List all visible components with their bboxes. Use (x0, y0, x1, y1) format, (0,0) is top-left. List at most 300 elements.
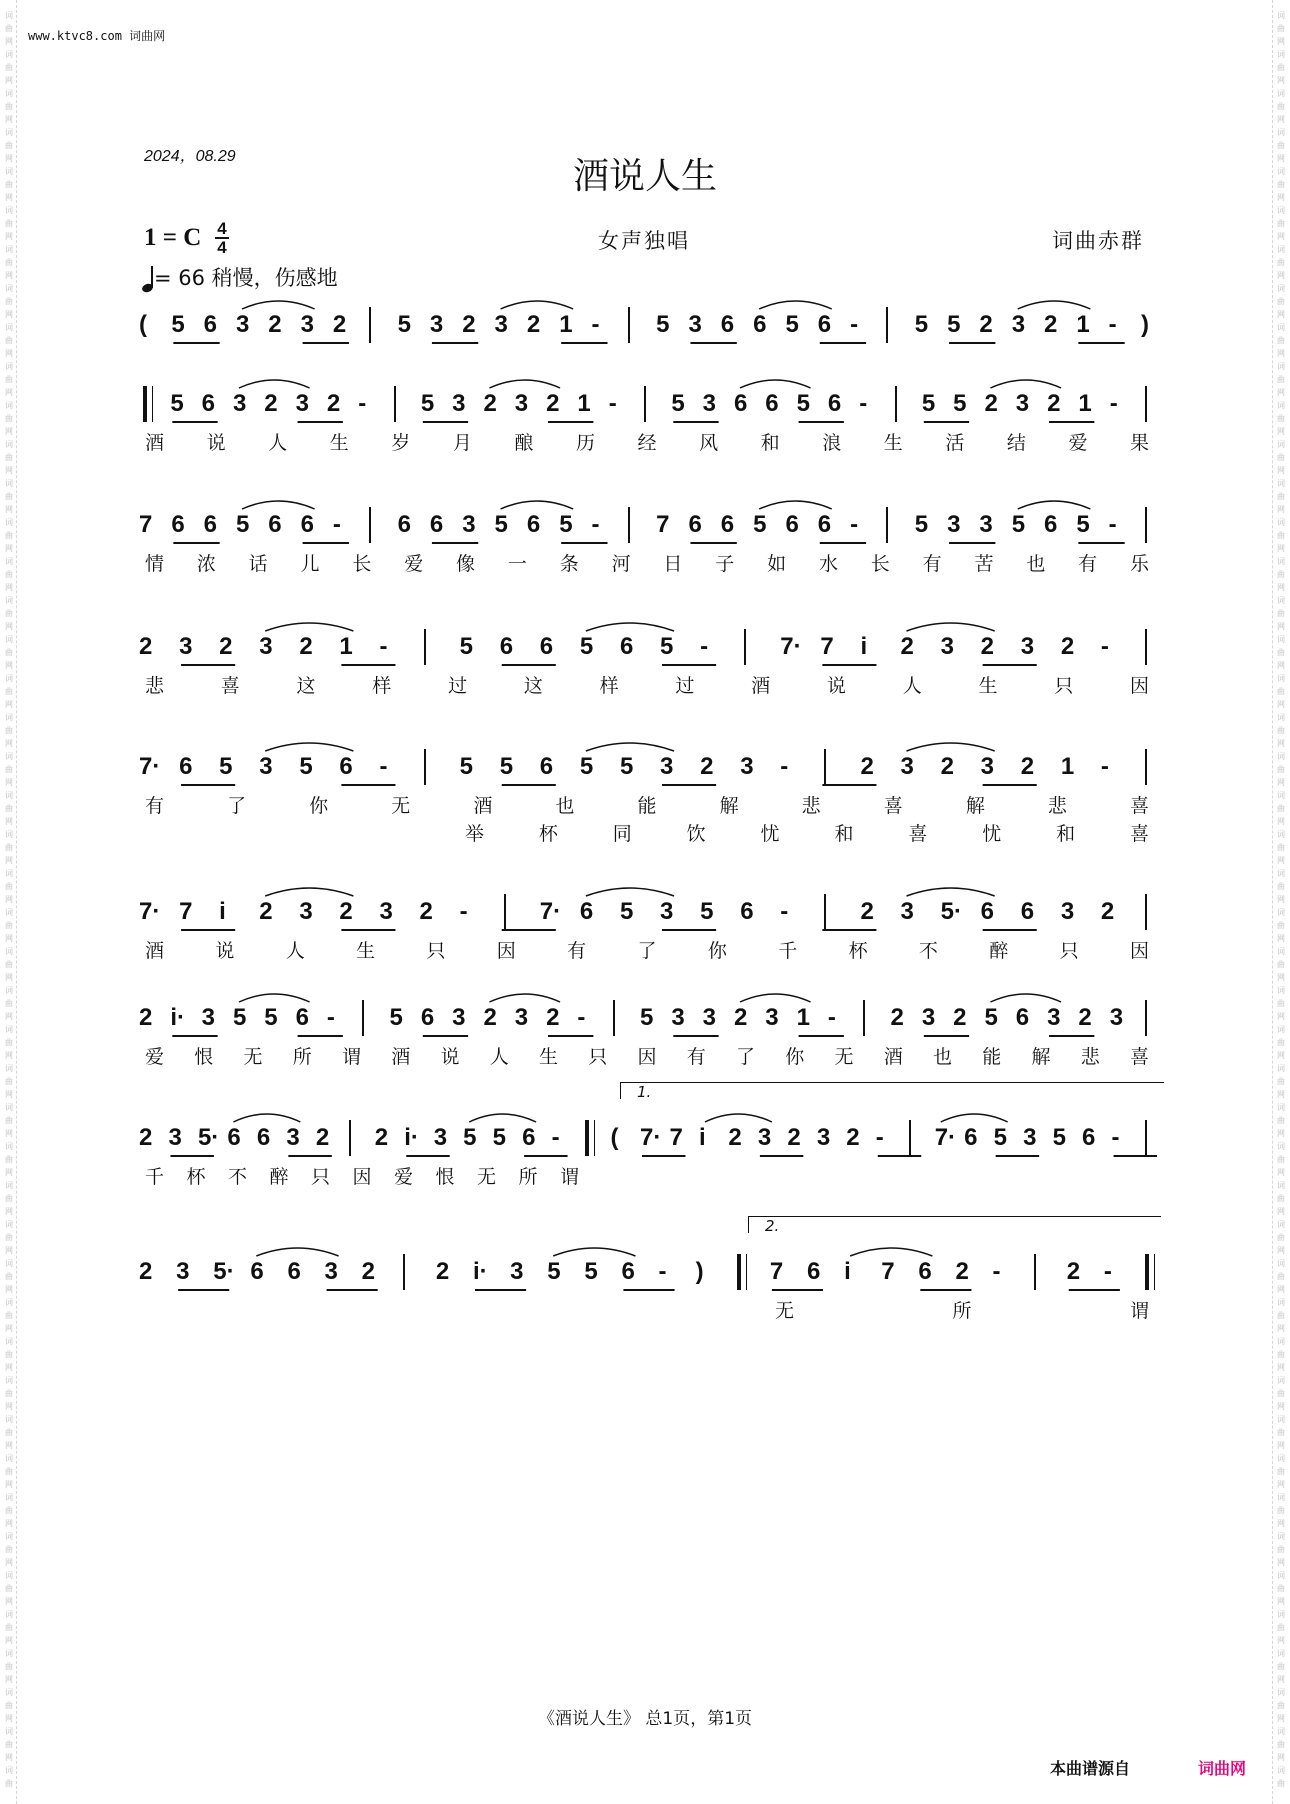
watermark-glyph: 网 (5, 1207, 13, 1216)
watermark-glyph: 曲 (1277, 999, 1285, 1008)
watermark-glyph: 曲 (5, 453, 13, 462)
jianpu-note: 2 (264, 390, 278, 417)
watermark-glyph: 网 (5, 700, 13, 709)
watermark-glyph: 曲 (5, 1155, 13, 1164)
lyric-char: 解 (965, 795, 985, 817)
jianpu-note: 2 (979, 311, 993, 338)
jianpu-note: 6 (740, 898, 754, 925)
jianpu-note: i (860, 633, 868, 660)
volta-bracket: 2. (748, 1216, 1161, 1233)
jianpu-note: 6 (522, 1124, 536, 1151)
watermark-glyph: 词 (1277, 245, 1285, 254)
slur (586, 743, 674, 751)
lyric-char: 人 (489, 1046, 509, 1068)
jianpu-note: 7· (139, 898, 161, 925)
lyric-char: 果 (1130, 432, 1150, 454)
jianpu-note: 6 (579, 898, 594, 925)
jianpu-note: 3 (660, 753, 674, 780)
watermark-glyph: 曲 (5, 63, 13, 72)
jianpu-note: 7 (179, 898, 193, 925)
beam-and-slur-layer (0, 513, 1290, 553)
jianpu-note: 6 (980, 898, 995, 925)
jianpu-note: 1 (1078, 390, 1092, 417)
notation-line (0, 1006, 1290, 1030)
watermark-glyph: 网 (1277, 1558, 1285, 1567)
jianpu-note: 6 (765, 390, 779, 417)
jianpu-note: 3 (452, 1004, 466, 1031)
watermark-glyph: 词 (1277, 1493, 1285, 1502)
lyric-char: 生 (539, 1046, 559, 1068)
jianpu-note: 3 (740, 753, 754, 780)
jianpu-note: 6 (201, 390, 215, 417)
jianpu-note: 6 (785, 511, 799, 538)
watermark-glyph: 网 (5, 76, 13, 85)
jianpu-note: 3 (379, 898, 393, 925)
lyric-char: 儿 (300, 553, 320, 575)
slur (740, 994, 811, 1002)
jianpu-note: - (459, 898, 468, 925)
notation-line (0, 755, 1290, 779)
watermark-glyph: 词 (1277, 518, 1285, 527)
watermark-glyph: 词 (5, 1298, 13, 1307)
watermark-glyph: 曲 (5, 1779, 13, 1788)
jianpu-note: 3 (259, 753, 273, 780)
watermark-glyph: 网 (1277, 1480, 1285, 1489)
watermark-glyph: 词 (1277, 1727, 1285, 1736)
jianpu-note: 2 (940, 753, 954, 780)
jianpu-note: 3 (232, 390, 247, 417)
lyric-char: 因 (352, 1166, 372, 1188)
watermark-glyph: 网 (5, 1480, 13, 1489)
lyric-char: 生 (883, 432, 903, 454)
lyric-char: 浪 (822, 432, 842, 454)
watermark-glyph: 曲 (5, 999, 13, 1008)
jianpu-note: 5 (459, 753, 473, 780)
lyric-char: 千 (145, 1166, 165, 1188)
jianpu-note: 2 (462, 311, 476, 338)
watermark-glyph: 词 (5, 557, 13, 566)
watermark-glyph: 词 (1277, 362, 1285, 371)
watermark-glyph: 词 (1277, 50, 1285, 59)
lyric-char: 酒 (391, 1046, 411, 1068)
jianpu-note: 1 (1076, 311, 1090, 338)
lyric-char: 醉 (269, 1166, 289, 1188)
jianpu-note: 3 (514, 390, 529, 417)
jianpu-note: 5 (953, 390, 967, 417)
watermark-glyph: 网 (1277, 427, 1285, 436)
jianpu-note: - (1109, 390, 1118, 417)
lyric-char: 因 (1130, 940, 1150, 962)
watermark-glyph: 曲 (1277, 102, 1285, 111)
jianpu-note: 3 (168, 1124, 182, 1151)
lyric-char: 生 (978, 675, 998, 697)
jianpu-note: 6 (429, 511, 444, 538)
jianpu-note: 3 (757, 1124, 772, 1151)
watermark-glyph: 曲 (1277, 1155, 1285, 1164)
jianpu-note: 3 (816, 1124, 831, 1151)
jianpu-note: - (332, 511, 341, 538)
watermark-glyph: 曲 (5, 1740, 13, 1749)
watermark-glyph: 曲 (5, 414, 13, 423)
lyric-char: 经 (637, 432, 657, 454)
lyric-char: 举 (465, 823, 485, 845)
slur (256, 1248, 338, 1256)
lyric-char: 杯 (538, 823, 558, 845)
jianpu-note: - (1108, 511, 1117, 538)
jianpu-note: 5 (397, 311, 411, 338)
watermark-glyph: 网 (1277, 895, 1285, 904)
lyric-char: 喜 (1130, 1046, 1150, 1068)
lyric-char: 喜 (883, 795, 903, 817)
watermark-glyph: 词 (5, 1064, 13, 1073)
jianpu-note: - (700, 633, 709, 660)
notation-line (0, 1126, 1290, 1150)
jianpu-note: - (358, 390, 367, 417)
tempo-marking (142, 262, 338, 292)
jianpu-note: 3 (980, 753, 995, 780)
watermark-glyph: 曲 (1277, 726, 1285, 735)
beam-and-slur-layer (0, 313, 1290, 353)
lyric-char: 情 (145, 553, 165, 575)
jianpu-note: 5 (921, 390, 936, 417)
watermark-glyph: 词 (5, 635, 13, 644)
lyric-char: 了 (736, 1046, 756, 1068)
jianpu-note: 5 (993, 1124, 1007, 1151)
watermark-glyph: 网 (5, 1129, 13, 1138)
jianpu-note: 3 (286, 1124, 300, 1151)
watermark-glyph: 词 (5, 362, 13, 371)
watermark-glyph: 曲 (5, 1311, 13, 1320)
watermark-glyph: 网 (1277, 700, 1285, 709)
watermark-glyph: 网 (1277, 973, 1285, 982)
watermark-glyph: 网 (5, 817, 13, 826)
jianpu-note: 5· (940, 898, 962, 925)
jianpu-note: 5 (579, 633, 594, 660)
jianpu-note: 7· (934, 1124, 957, 1151)
jianpu-note: 3 (702, 390, 716, 417)
lyric-char: 能 (982, 1046, 1002, 1068)
watermark-glyph: 网 (1277, 1129, 1285, 1138)
time-signature-bottom: 4 (217, 238, 227, 257)
jianpu-note: 3 (299, 898, 313, 925)
watermark-glyph: 词 (1277, 830, 1285, 839)
lyric-char: 和 (1056, 823, 1076, 845)
jianpu-note: 3 (1011, 311, 1026, 338)
lyric-char: 历 (575, 432, 595, 454)
lyric-char: 你 (707, 940, 727, 962)
watermark-glyph: 词 (1277, 479, 1285, 488)
slur (907, 743, 995, 751)
watermark-glyph: 网 (5, 1753, 13, 1762)
lyric-char: 有 (145, 795, 165, 817)
jianpu-note: 5 (389, 1004, 403, 1031)
watermark-glyph: 网 (1277, 1519, 1285, 1528)
jianpu-note: 2 (419, 898, 433, 925)
watermark-glyph: 曲 (1277, 375, 1285, 384)
watermark-glyph: 网 (5, 1441, 13, 1450)
watermark-glyph: 曲 (1277, 1623, 1285, 1632)
jianpu-note: 5 (671, 390, 685, 417)
key-signature: 1 = C (144, 224, 202, 251)
jianpu-note: 5 (499, 753, 514, 780)
slur (740, 380, 811, 388)
lyric-char: 结 (1006, 432, 1026, 454)
jianpu-note: 3 (940, 633, 954, 660)
lyric-char: 因 (496, 940, 516, 962)
lyric-char: 长 (352, 553, 372, 575)
watermark-glyph: 曲 (1277, 24, 1285, 33)
watermark-glyph: 曲 (5, 1506, 13, 1515)
jianpu-note: - (608, 390, 617, 417)
watermark-glyph: 网 (5, 1168, 13, 1177)
watermark-glyph: 网 (1277, 1246, 1285, 1255)
watermark-glyph: 网 (5, 661, 13, 670)
jianpu-note: 2 (700, 753, 714, 780)
lyric-char: 只 (426, 940, 446, 962)
lyric-char: 醉 (989, 940, 1009, 962)
watermark-glyph: 曲 (1277, 492, 1285, 501)
watermark-glyph: 曲 (1277, 1701, 1285, 1710)
watermark-glyph: 曲 (5, 1116, 13, 1125)
jianpu-note: 5 (1052, 1124, 1066, 1151)
watermark-glyph: 曲 (5, 1545, 13, 1554)
watermark-glyph: 网 (1277, 1090, 1285, 1099)
lyric-line (0, 1296, 1290, 1320)
watermark-glyph: 词 (1277, 1064, 1285, 1073)
jianpu-note: 5 (914, 311, 929, 338)
lyric-char: 爱 (145, 1046, 165, 1068)
watermark-glyph: 曲 (5, 297, 13, 306)
watermark-glyph: 曲 (5, 1428, 13, 1437)
lyric-char: 一 (507, 553, 527, 575)
jianpu-note: 6 (619, 633, 634, 660)
jianpu-note: 5 (559, 511, 573, 538)
watermark-glyph: 曲 (1277, 1194, 1285, 1203)
watermark-glyph: 曲 (1277, 1779, 1285, 1788)
watermark-glyph: 网 (1277, 1636, 1285, 1645)
beam-and-slur-layer (0, 1006, 1290, 1046)
watermark-glyph: 词 (5, 440, 13, 449)
jianpu-note: 6 (1020, 898, 1035, 925)
jianpu-note: - (1103, 1258, 1112, 1285)
watermark-glyph: 词 (1277, 557, 1285, 566)
watermark-glyph: 网 (1277, 1012, 1285, 1021)
watermark-glyph: 网 (1277, 1363, 1285, 1372)
watermark-glyph: 词 (5, 1220, 13, 1229)
watermark-glyph: 词 (1277, 167, 1285, 176)
watermark-glyph: 词 (5, 11, 13, 20)
watermark-glyph: 词 (5, 869, 13, 878)
watermark-glyph: 网 (1277, 661, 1285, 670)
lyric-char: 忧 (982, 823, 1002, 845)
slur (850, 1248, 932, 1256)
jianpu-note: 2 (733, 1004, 748, 1031)
lyric-char: 酿 (514, 432, 534, 454)
jianpu-note: 6 (539, 633, 554, 660)
jianpu-note: 2 (1066, 1258, 1081, 1285)
watermark-glyph: 词 (5, 323, 13, 332)
jianpu-note: 3 (765, 1004, 779, 1031)
watermark-glyph: 词 (5, 713, 13, 722)
slur (242, 301, 315, 309)
watermark-glyph: 曲 (1277, 882, 1285, 891)
jianpu-note: 7 (656, 511, 670, 538)
slur (469, 1114, 536, 1122)
jianpu-note: ) (1141, 311, 1149, 338)
watermark-glyph: 网 (5, 934, 13, 943)
jianpu-note: 3 (660, 898, 674, 925)
jianpu-note: 2 (980, 633, 995, 660)
watermark-glyph: 曲 (5, 258, 13, 267)
jianpu-note: 6 (964, 1124, 978, 1151)
watermark-glyph: 词 (1277, 1688, 1285, 1697)
jianpu-note: 5 (1076, 511, 1090, 538)
jianpu-note: 3 (1020, 633, 1035, 660)
lyric-char: 过 (675, 675, 695, 697)
slur (1018, 501, 1091, 509)
time-signature (215, 220, 229, 256)
watermark-glyph: 词 (1277, 635, 1285, 644)
lyric-char: 你 (309, 795, 329, 817)
watermark-glyph: 网 (5, 1285, 13, 1294)
jianpu-note: 2 (787, 1124, 801, 1151)
watermark-glyph: 曲 (5, 687, 13, 696)
watermark-glyph: 词 (1277, 440, 1285, 449)
jianpu-note: - (859, 390, 868, 417)
watermark-glyph: 曲 (5, 570, 13, 579)
watermark-glyph: 网 (5, 466, 13, 475)
jianpu-note: 3 (1047, 1004, 1061, 1031)
jianpu-note: 6 (203, 311, 217, 338)
watermark-glyph: 词 (5, 596, 13, 605)
jianpu-note: 5 (171, 311, 185, 338)
jianpu-note: 5 (299, 753, 313, 780)
watermark-glyph: 网 (1277, 1597, 1285, 1606)
jianpu-note: 5 (420, 390, 435, 417)
notation-line (0, 392, 1290, 416)
jianpu-note: 5 (235, 511, 250, 538)
jianpu-note: ) (695, 1258, 704, 1285)
lyric-char: 活 (945, 432, 965, 454)
jianpu-note: 6 (720, 511, 735, 538)
jianpu-note: 6 (817, 311, 832, 338)
watermark-glyph: 网 (5, 1597, 13, 1606)
jianpu-note: 2 (900, 633, 914, 660)
jianpu-note: 3 (1015, 390, 1030, 417)
watermark-glyph: 网 (5, 583, 13, 592)
jianpu-note: 2 (1020, 753, 1035, 780)
lyric-char: 说 (440, 1046, 460, 1068)
lyric-char: 因 (1130, 675, 1150, 697)
jianpu-note: 3 (462, 511, 476, 538)
beam-and-slur-layer (0, 1260, 1290, 1300)
lyric-char: 长 (870, 553, 890, 575)
lyric-char: 和 (760, 432, 780, 454)
watermark-glyph: 网 (5, 310, 13, 319)
watermark-glyph: 网 (1277, 544, 1285, 553)
lyric-char: 人 (268, 432, 288, 454)
watermark-glyph: 网 (1277, 232, 1285, 241)
watermark-glyph: 词 (5, 1415, 13, 1424)
jianpu-note: 3 (947, 511, 961, 538)
watermark-glyph: 曲 (5, 1662, 13, 1671)
jianpu-note: - (1111, 1124, 1120, 1151)
watermark-glyph: 曲 (5, 648, 13, 657)
jianpu-note: 5 (796, 390, 810, 417)
watermark-glyph: 网 (5, 1363, 13, 1372)
slur (586, 888, 674, 896)
lyric-line (0, 549, 1290, 573)
lyric-char: 水 (818, 553, 838, 575)
jianpu-note: 3 (514, 1004, 529, 1031)
jianpu-note: 6 (287, 1258, 301, 1285)
watermark-glyph: 曲 (5, 1272, 13, 1281)
jianpu-note: 5 (785, 311, 799, 338)
jianpu-note: - (992, 1258, 1001, 1285)
watermark-glyph: 曲 (1277, 453, 1285, 462)
jianpu-note: 5 (640, 1004, 654, 1031)
watermark-glyph: 曲 (5, 1389, 13, 1398)
jianpu-note: - (875, 1124, 884, 1151)
watermark-glyph: 网 (1277, 817, 1285, 826)
jianpu-note: 3 (702, 1004, 716, 1031)
slur (265, 623, 353, 631)
jianpu-note: 3 (176, 1258, 190, 1285)
notation-line (0, 1260, 1290, 1284)
source-site: 词曲网 (1198, 1759, 1247, 1778)
watermark-glyph: 词 (5, 284, 13, 293)
lyric-char: 酒 (883, 1046, 903, 1068)
jianpu-note: 1 (577, 390, 591, 417)
watermark-glyph: 网 (5, 193, 13, 202)
slur (233, 1114, 300, 1122)
lyric-char: 样 (372, 675, 392, 697)
watermark-glyph: 网 (5, 505, 13, 514)
jianpu-note: 3 (510, 1258, 524, 1285)
jianpu-note: 6 (171, 511, 185, 538)
watermark-glyph: 曲 (5, 219, 13, 228)
lyric-char: 只 (588, 1046, 608, 1068)
jianpu-note: 6 (227, 1124, 241, 1151)
jianpu-note: 7· (539, 898, 562, 925)
watermark-glyph: 网 (5, 1012, 13, 1021)
watermark-glyph: 曲 (5, 1350, 13, 1359)
jianpu-note: 5 (947, 311, 961, 338)
jianpu-note: - (658, 1258, 667, 1285)
lyric-char: 有 (922, 553, 942, 575)
watermark-glyph: 曲 (1277, 1077, 1285, 1086)
lyric-char: 过 (448, 675, 468, 697)
jianpu-note: - (850, 311, 859, 338)
watermark-glyph: 词 (5, 830, 13, 839)
watermark-glyph: 词 (1277, 89, 1285, 98)
watermark-glyph: 词 (1277, 1376, 1285, 1385)
jianpu-note: 2 (259, 898, 273, 925)
lyric-char: 只 (1054, 675, 1074, 697)
lyric-char: 只 (1059, 940, 1079, 962)
watermark-glyph: 词 (5, 167, 13, 176)
watermark-glyph: 网 (1277, 1675, 1285, 1684)
watermark-glyph: 词 (1277, 674, 1285, 683)
watermark-glyph: 曲 (1277, 1233, 1285, 1242)
watermark-glyph: 曲 (5, 765, 13, 774)
jianpu-note: 6 (720, 311, 735, 338)
slur (1018, 301, 1091, 309)
jianpu-note: 2 (339, 898, 353, 925)
date-label: 2024，08.29 (144, 148, 236, 165)
watermark-glyph: 词 (5, 1337, 13, 1346)
lyric-char: 无 (243, 1046, 263, 1068)
